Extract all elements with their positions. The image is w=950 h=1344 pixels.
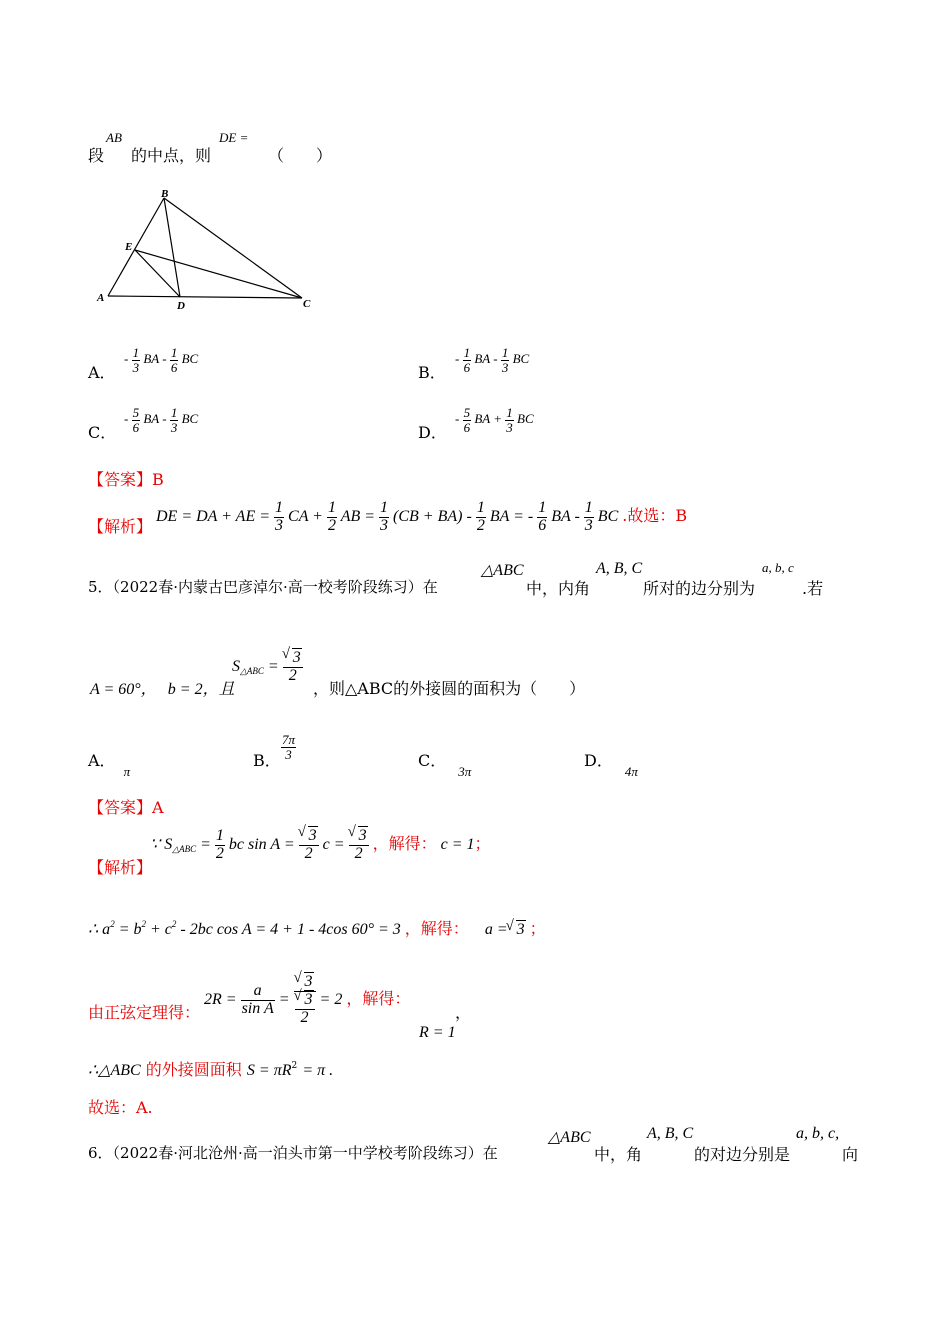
q5-line3-result: R = 1 [419,1024,456,1041]
q4-de-eq: DE = [219,130,249,145]
q5-area-cond: $S_{\triangle ABC}$ = √ $\frac{3}{2}$ [232,650,303,685]
label-c: C [303,298,311,310]
q4-option-d[interactable]: D． [418,423,447,442]
q5-analysis-line1: ∵ $S_{\triangle ABC}$ = $\frac{1}{2}$ bc sin A = √ $\frac{3}{2}$ c = √ $\frac{3}{2}$ ，解得： c = 1； [150,828,491,863]
q5-side-text: 所对的边分别为 [643,579,756,598]
q5-tri: △ABC [481,562,524,579]
q4-analysis-label: 【解析】 [88,517,153,536]
label-e: E [125,241,133,253]
side-ab [108,198,164,296]
q5-option-c[interactable]: C．$_{3\pi}$ [418,751,472,779]
label-d: D [177,300,185,312]
q6-side-text: 的对边分别是 [694,1145,791,1164]
q5-zhong: 中，内角 [526,579,591,598]
side-bc [164,198,302,298]
q4-mid-text: 的中点，则 [131,146,212,165]
q5-sides: a, b, c [762,560,794,575]
q5-option-b[interactable]: B． [253,751,281,770]
segment-ec [135,250,302,298]
q4-stem: 段 [88,146,105,165]
q5-analysis-line3: 2R = $\frac{a}{\text{sin A}}$ = √ 3 √ $\frac{3}{2}$ = 2 ，解得： [204,974,410,1026]
q5-conditions: A = 60°， b = 2，且 [90,681,235,698]
q5-ask: ，则△ABC的外接圆的面积为（ ） [313,679,586,698]
q4-option-d-expr: - $\frac{5}{6}$ BA + $\frac{1}{3}$ BC [455,405,534,435]
q4-option-a-expr: - $\frac{1}{3}$ BA - $\frac{1}{6}$ BC [124,345,199,375]
q5-stem: 5．（2022春·内蒙古巴彦淖尔·高一校考阶段练习）在 [88,578,438,596]
q4-option-b[interactable]: B． [418,363,446,382]
q4-option-c[interactable]: C． [88,423,117,442]
q4-answer: 【答案】B [88,470,164,489]
q5-analysis-line3-lead: 由正弦定理得： [88,1003,201,1022]
q6-stem: 6．（2022春·河北沧州·高一泊头市第一中学校考阶段练习）在 [88,1144,498,1162]
q4-analysis-expr: DE = DA + AE = $\frac{1}{3}$ CA + $\frac{1}{2}$ AB = $\frac{1}{3}$ (CB + BA) - $\frac{1}{2}$ BA = - $\frac{1}{6}$ BA - $\frac{1}{3}$ BC .故选：B [156,499,688,534]
q4-ab-label: AB [106,130,122,145]
q4-option-b-expr: - $\frac{1}{6}$ BA - $\frac{1}{3}$ BC [455,345,530,375]
q6-angles: A, B, C [647,1125,694,1142]
q5-option-b-value: $\frac{7\pi}{3}$ [282,732,296,762]
label-b: B [161,188,169,200]
q5-analysis-label: 【解析】 [88,858,153,877]
q4-paren: （ ） [268,146,333,165]
q5-option-a[interactable]: A．$_\pi$ [88,751,131,779]
q5-final: 故选：A. [88,1098,153,1117]
q5-ruo: .若 [802,579,824,598]
q6-xiang: 向 [842,1145,859,1164]
label-a: A [97,292,105,304]
q4-option-c-expr: - $\frac{5}{6}$ BA - $\frac{1}{3}$ BC [124,405,199,435]
q5-option-d[interactable]: D．$_{4\pi}$ [584,751,638,779]
q4-option-a[interactable]: A． [88,363,116,382]
q5-angles: A, B, C [596,560,643,577]
q5-analysis-line4: ∴△ABC 的外接圆面积 $S = \pi R^2 = \pi$ . [88,1060,334,1079]
q5-line3-comma: ， [455,1003,472,1022]
side-ac [108,296,302,298]
q6-tri: △ABC [548,1129,591,1146]
q5-answer: 【答案】A [88,798,164,817]
triangle-figure [94,188,324,316]
q6-zhong: 中，角 [594,1145,643,1164]
q5-analysis-line2: ∴ $a^2 = b^2 + c^2 - 2bc$ cos A = 4 + 1 - 4cos 60° = 3 ，解得： a =√ 3 ； [88,916,546,939]
q6-sides: a, b, c, [796,1125,840,1142]
